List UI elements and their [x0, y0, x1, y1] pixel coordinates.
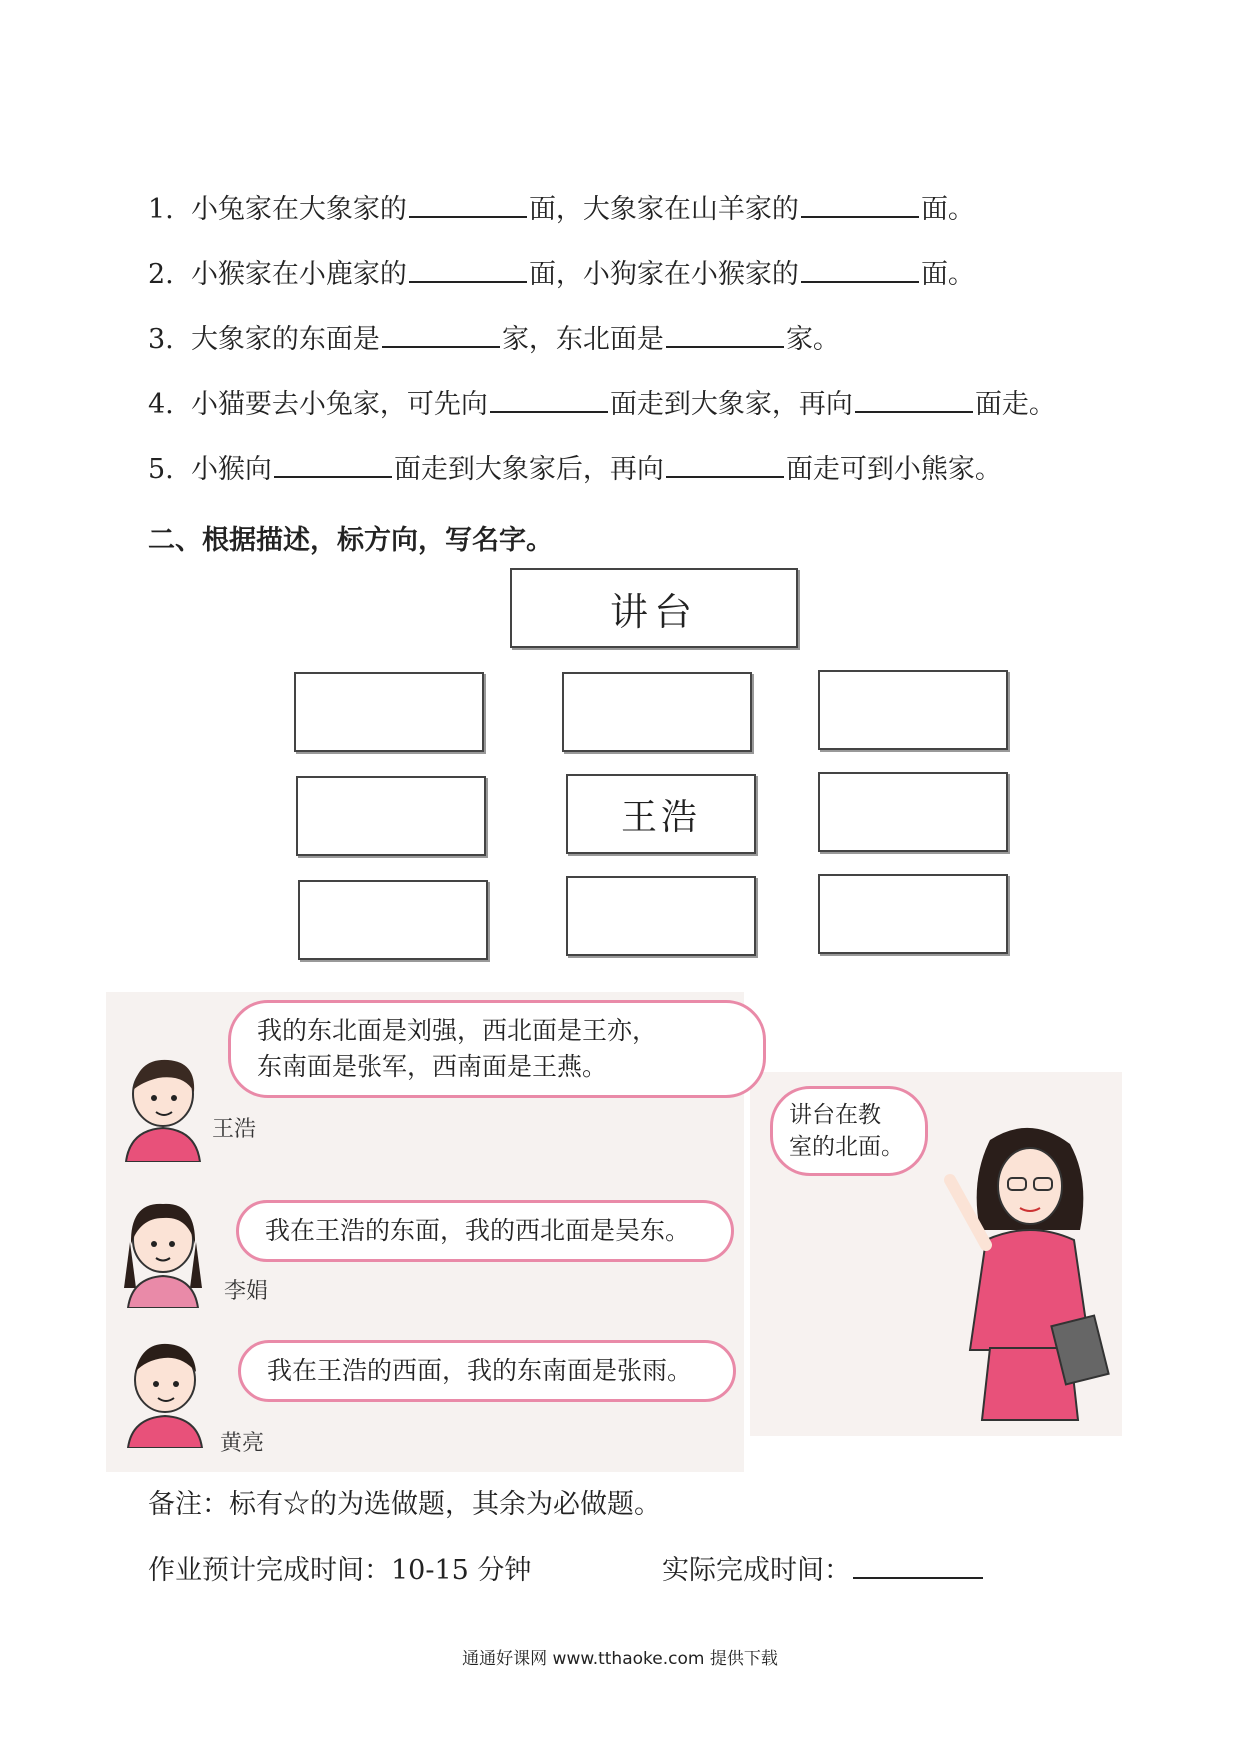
name-label-lijuan: 李娟	[224, 1279, 269, 1304]
question-5: 5. 小猴向 面走到大象家后，再向 面走可到小熊家。	[148, 450, 1002, 490]
question-1: 1. 小兔家在大象家的 面，大象家在山羊家的 面。	[148, 190, 975, 230]
footer-source: 通通好课网 www.tthaoke.com 提供下载	[462, 1649, 778, 1669]
estimated-time: 作业预计完成时间：10-15 分钟	[148, 1555, 532, 1586]
section-2-title: 二、根据描述，标方向，写名字。	[148, 525, 553, 556]
answer-blank[interactable]	[666, 450, 784, 478]
answer-blank[interactable]	[801, 190, 919, 218]
answer-blank[interactable]	[382, 320, 500, 348]
question-3: 3. 大象家的东面是 家，东北面是 家。	[148, 320, 840, 360]
speech-bubble-teacher: 讲台在教 室的北面。	[770, 1086, 928, 1176]
answer-blank[interactable]	[855, 385, 973, 413]
seat-box-w[interactable]	[296, 776, 486, 856]
seat-box-e[interactable]	[818, 772, 1008, 852]
seat-box-sw[interactable]	[298, 880, 488, 960]
speech-bubble-huangliang: 我在王浩的西面，我的东南面是张雨。	[238, 1340, 736, 1402]
answer-blank[interactable]	[666, 320, 784, 348]
question-2: 2. 小猴家在小鹿家的 面，小狗家在小猴家的 面。	[148, 255, 975, 295]
seat-box-ne[interactable]	[818, 670, 1008, 750]
actual-time-blank[interactable]	[853, 1551, 983, 1579]
seat-box-se[interactable]	[818, 874, 1008, 954]
boy-huangliang-icon	[120, 1336, 210, 1448]
name-label-wanghao: 王浩	[212, 1117, 257, 1142]
teacher-icon	[940, 1120, 1120, 1436]
remark-note: 备注：标有☆的为选做题，其余为必做题。	[148, 1489, 661, 1520]
answer-blank[interactable]	[274, 450, 392, 478]
podium-box: 讲台	[510, 568, 798, 648]
question-4: 4. 小猫要去小兔家，可先向 面走到大象家，再向 面走。	[148, 385, 1056, 425]
answer-blank[interactable]	[490, 385, 608, 413]
speech-bubble-lijuan: 我在王浩的东面，我的西北面是吴东。	[236, 1200, 734, 1262]
seat-box-s[interactable]	[566, 876, 756, 956]
answer-blank[interactable]	[409, 255, 527, 283]
seat-box-n[interactable]	[562, 672, 752, 752]
seat-box-nw[interactable]	[294, 672, 484, 752]
name-label-huangliang: 黄亮	[220, 1431, 265, 1456]
girl-lijuan-icon	[118, 1196, 208, 1308]
speech-bubble-wanghao: 我的东北面是刘强，西北面是王亦， 东南面是张军，西南面是王燕。	[228, 1000, 766, 1098]
actual-time-field: 实际完成时间：	[662, 1548, 985, 1587]
boy-wanghao-icon	[118, 1052, 208, 1162]
answer-blank[interactable]	[801, 255, 919, 283]
answer-blank[interactable]	[409, 190, 527, 218]
seat-box-center: 王浩	[566, 774, 756, 854]
